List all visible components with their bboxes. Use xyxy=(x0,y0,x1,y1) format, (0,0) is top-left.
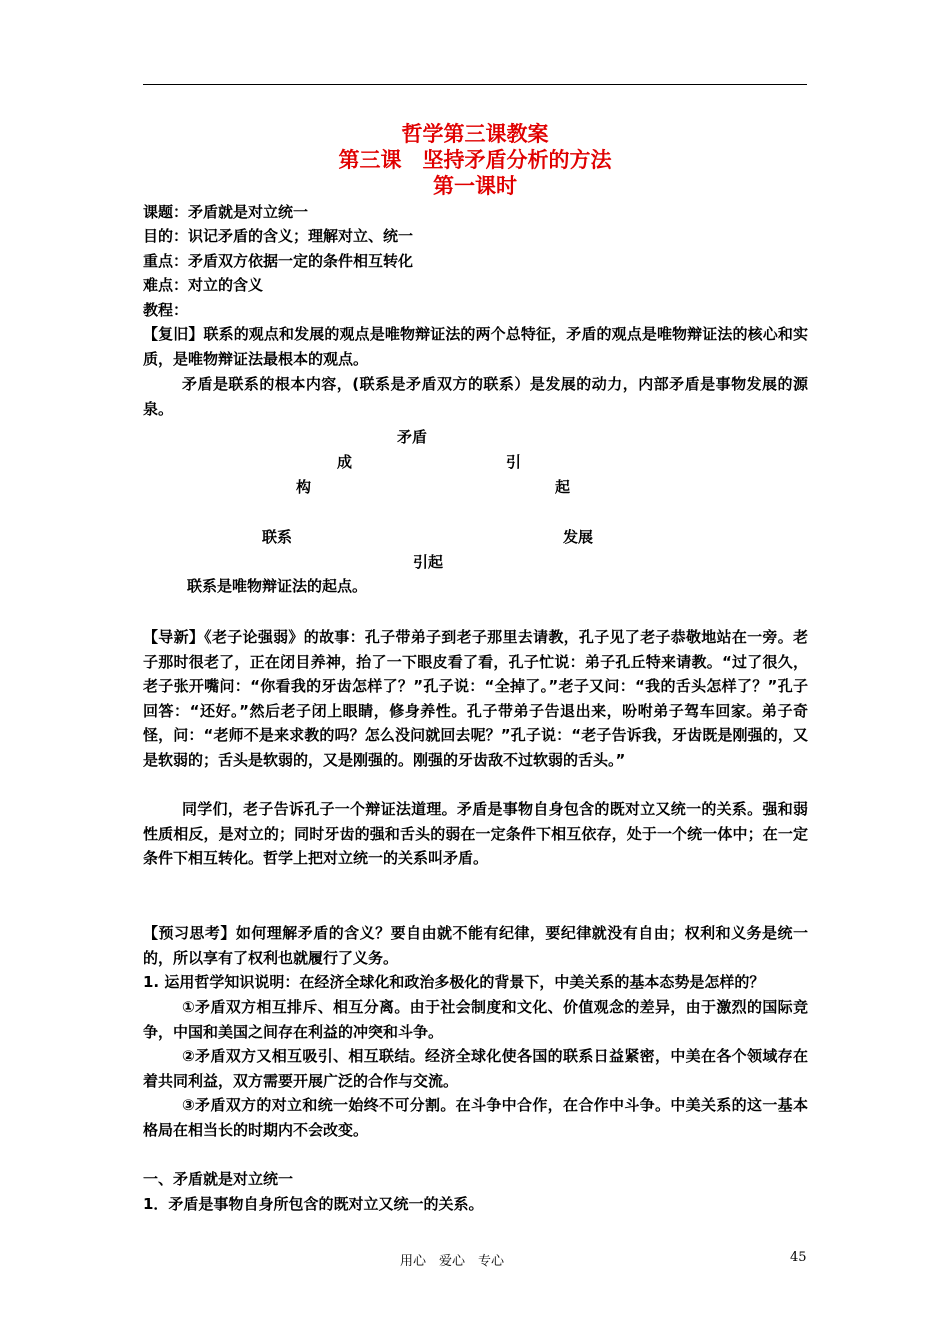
section-heading: 一、矛盾就是对立统一 xyxy=(143,1170,294,1188)
header-rule xyxy=(143,84,807,85)
doc-session: 第一课时 xyxy=(433,174,517,198)
preview-item-1: 1. 运用哲学知识说明：在经济全球化和政治多极化的背景下，中美关系的基本态势是怎样的？ xyxy=(143,973,765,991)
diagram-right-char-2: 起 xyxy=(555,478,571,496)
page-number: 45 xyxy=(790,1250,807,1265)
diagram-right-char-1: 引 xyxy=(506,453,522,471)
doc-subtitle: 第三课 坚持矛盾分析的方法 xyxy=(338,148,612,172)
meta-goal: 目的：识记矛盾的含义；理解对立、统一 xyxy=(143,227,414,245)
meta-topic: 课题：矛盾就是对立统一 xyxy=(143,203,309,221)
meta-key: 重点：矛盾双方依据一定的条件相互转化 xyxy=(143,252,414,270)
section-item-1: 1．矛盾是事物自身所包含的既对立又统一的关系。 xyxy=(143,1195,484,1213)
intro-story: 【导新】《老子论强弱》的故事：孔子带弟子到老子那里去请教，孔子见了老子恭敬地站在一旁。老子那时很老了，正在闭目养神，抬了一下眼皮看了看，孔子忙说：弟子孔丘特来请教。“过了很久，老子张开嘴问：“你看我的牙齿怎样了？”孔子说：“全掉了。”老子又问：“我的舌头怎样了？”孔子回答：“还好。”然后老子闭上眼睛，修身养性。孔子带弟子告退出来，吩咐弟子驾车回家。弟子奇怪，问：“老师不是来求教的吗？怎么没问就回去呢？”孔子说：“老子告诉我，牙齿既是刚强的，又是软弱的；舌头是软弱的，又是刚强的。刚强的牙齿敌不过软弱的舌头。” xyxy=(143,628,808,769)
preview-answer-1: ①矛盾双方相互排斥、相互分离。由于社会制度和文化、价值观念的差异，由于激烈的国际竞争，中国和美国之间存在利益的冲突和斗争。 xyxy=(143,998,808,1041)
preview-answer-3: ③矛盾双方的对立和统一始终不可分割。在斗争中合作，在合作中斗争。中美关系的这一基本格局在相当长的时期内不会改变。 xyxy=(143,1096,808,1139)
diagram-bottom-label: 引起 xyxy=(413,553,444,571)
diagram-caption: 联系是唯物辩证法的起点。 xyxy=(187,577,368,595)
review-paragraph-2: 矛盾是联系的根本内容，(联系是矛盾双方的联系）是发展的动力，内部矛盾是事物发展的源泉。 xyxy=(143,375,808,418)
doc-title: 哲学第三课教案 xyxy=(401,122,549,146)
diagram-left-node: 联系 xyxy=(262,528,293,546)
diagram-left-char-2: 构 xyxy=(296,478,312,496)
meta-process: 教程： xyxy=(143,301,189,319)
preview-answer-2: ②矛盾双方又相互吸引、相互联结。经济全球化使各国的联系日益紧密，中美在各个领域存在着共同利益，双方需要开展广泛的合作与交流。 xyxy=(143,1047,808,1090)
meta-difficulty: 难点：对立的含义 xyxy=(143,276,264,294)
footer-slogan: 用心 爱心 专心 xyxy=(400,1254,505,1269)
intro-explanation: 同学们，老子告诉孔子一个辩证法道理。矛盾是事物自身包含的既对立又统一的关系。强和弱性质相反，是对立的；同时牙齿的强和舌头的弱在一定条件下相互依存，处于一个统一体中；在一定条件下相互转化。哲学上把对立统一的关系叫矛盾。 xyxy=(143,800,808,867)
preview-question: 【预习思考】如何理解矛盾的含义？要自由就不能有纪律，要纪律就没有自由；权利和义务是统一的，所以享有了权利也就履行了义务。 xyxy=(143,924,808,967)
diagram-top-node: 矛盾 xyxy=(397,428,428,446)
diagram-left-char-1: 成 xyxy=(337,453,353,471)
review-paragraph-1: 【复旧】联系的观点和发展的观点是唯物辩证法的两个总特征，矛盾的观点是唯物辩证法的核心和实质，是唯物辩证法最根本的观点。 xyxy=(143,325,808,368)
diagram-right-node: 发展 xyxy=(563,528,594,546)
